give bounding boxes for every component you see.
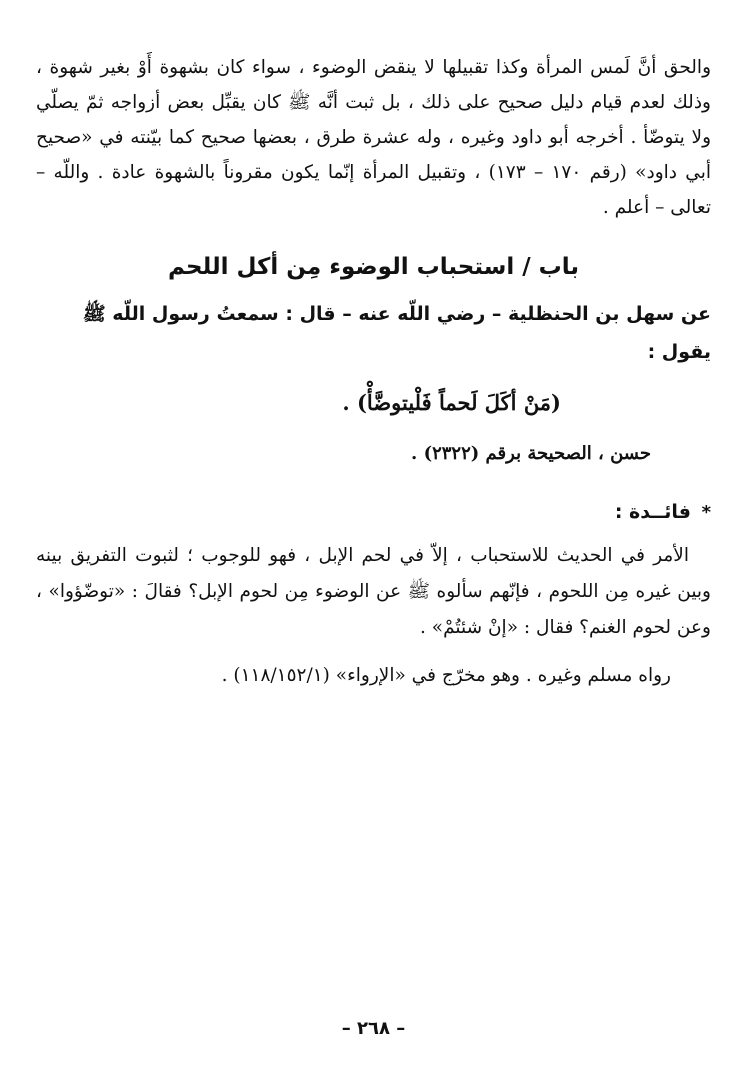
fawaid-heading	[36, 493, 711, 532]
fawaid-reference: رواه مسلم وغيره . وهو مخرّج في «الإرواء» (١١٨/١٥٢/١) .	[221, 665, 671, 686]
hadith-section	[36, 295, 711, 475]
fawaid-title: فائــدة :	[614, 501, 691, 523]
asterisk-icon: *	[701, 502, 711, 523]
intro-section	[36, 50, 711, 225]
page-number: – ٢٦٨ –	[341, 1018, 406, 1039]
intro-paragraph: والحق أنَّ لَمس المرأة وكذا تقبيلها لا ينقض الوضوء ، سواء كان بشهوة أَوْ بغير شهوة ، وذلك لعدم قيام دليل صحيح على ذلك ، بل ثبت أنَّه ﷺ كان يقبِّل بعض أزواجه ثمّ يصلّي ولا يتوضّأ . أخرجه أبو داود وغيره ، وله عشرة طرق ، بعضها صحيح كما بيّنته في «صحيح أبي داود» (رقم ١٧٠ – ١٧٣) ، وتقبيل المرأة إنّما يكون مقروناً بالشهوة عادة . واللّه – تعالى – أعلم .	[36, 57, 712, 218]
chapter-title: باب / استحباب الوضوء مِن أكل اللحم	[167, 254, 580, 280]
fawaid-section	[36, 493, 711, 696]
fawaid-body: الأمر في الحديث للاستحباب ، إلاّ في لحم الإبل ، فهو للوجوب ؛ لثبوت التفريق بينه وبين غيره مِن اللحوم ، فإنّهم سألوه ﷺ عن الوضوء مِن لحوم الإبل؟ فقالَ : «توضّؤوا» ، وعن لحوم الغنم؟ فقال : «إنْ شئتُمْ» .	[36, 545, 711, 638]
hadith-grading: حسن ، الصحيحة برقم (٢٣٢٢) .	[411, 443, 651, 464]
hadith-narration: عن سهل بن الحنظلية – رضي اللّه عنه – قال : سمعتُ رسول اللّه ﷺ يقول :	[82, 303, 711, 363]
book-page	[36, 50, 711, 696]
hadith-text: (مَنْ أكَلَ لَحماً فَلْيتوضَّأْ) .	[342, 390, 561, 415]
